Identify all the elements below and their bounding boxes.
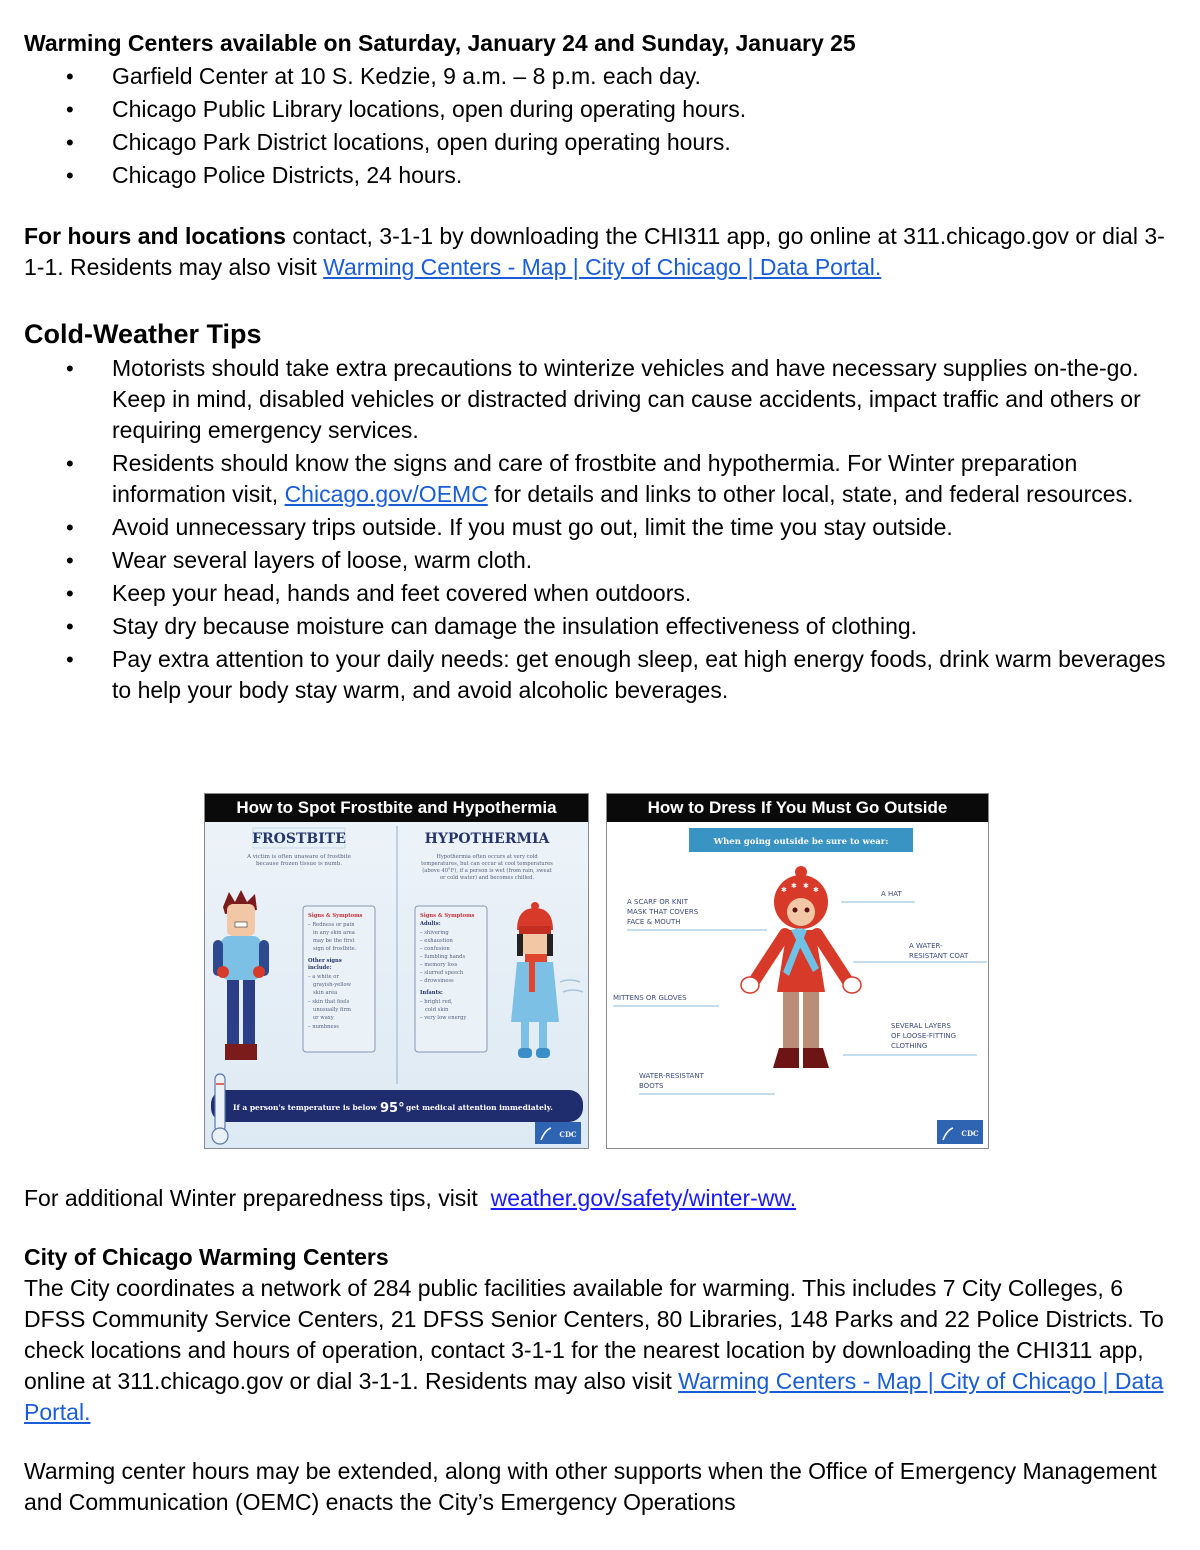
coat-label: RESISTANT COAT xyxy=(909,952,969,960)
girl-figure-icon xyxy=(511,902,583,1058)
layers-label: CLOTHING xyxy=(891,1042,928,1050)
infographics-row xyxy=(204,793,989,1149)
frostbite-hypothermia-illustration xyxy=(205,822,588,1148)
symptom-line: – a white or xyxy=(308,974,339,980)
list-item xyxy=(24,448,1184,510)
oemc-link[interactable]: Chicago.gov/OEMC xyxy=(284,481,488,507)
symptom-line: – Redness or pain xyxy=(308,922,355,928)
symptom-line: skin area xyxy=(313,990,338,996)
list-item: • Stay dry because moisture can damage the insulation effectiveness of clothing. xyxy=(24,611,1184,642)
symptom-line: may be the first xyxy=(313,938,355,944)
scarf-label: FACE & MOUTH xyxy=(627,918,681,926)
symptom-line: – exhaustion xyxy=(420,938,453,944)
list-item: • Motorists should take extra precautions to winterize vehicles and have necessary supplies on-the-go. Keep in mind, disabled vehicles or distracted driving can cause accidents, impact traffic and others or requiring emergency services. xyxy=(24,353,1184,446)
other-signs-title: Other signs xyxy=(308,958,342,964)
hypothermia-desc-line: Hypothermia often occurs at very cold xyxy=(436,854,538,860)
frostbite-desc-line: because frozen tissue is numb. xyxy=(256,861,342,867)
mittens-label: MITTENS OR GLOVES xyxy=(613,994,687,1002)
city-warming-centers-title: City of Chicago Warming Centers xyxy=(24,1244,389,1270)
cold-weather-tips-section xyxy=(24,317,1184,706)
svg-text:✱: ✱ xyxy=(791,882,797,890)
list-item: • Wear several layers of loose, warm cloth. xyxy=(24,545,1184,576)
document-page xyxy=(24,28,1184,708)
symptom-line: – numbness xyxy=(308,1024,339,1030)
symptom-line: – skin that feels xyxy=(308,999,350,1005)
cdc-logo-text: CDC xyxy=(559,1130,577,1139)
list-item: • Keep your head, hands and feet covered when outdoors. xyxy=(24,578,1184,609)
symptom-line: – very low energy xyxy=(420,1015,467,1021)
symptom-line: in any skin area xyxy=(313,930,355,936)
additional-tips-paragraph xyxy=(24,1183,1184,1214)
symptom-line: unusually firm xyxy=(313,1007,351,1013)
svg-text:✱: ✱ xyxy=(813,886,819,894)
symptom-line: – shivering xyxy=(420,930,449,936)
bundled-child-icon xyxy=(741,866,861,1068)
frostbite-hypothermia-infographic xyxy=(204,793,589,1149)
hypothermia-symptoms-box xyxy=(415,906,487,1052)
symptom-line: – bright red, xyxy=(420,999,453,1005)
boots-label: WATER-RESISTANT xyxy=(639,1072,704,1080)
symptom-line: sign of frostbite. xyxy=(313,946,357,952)
banner-text-before: If a person's temperature is below xyxy=(233,1103,377,1112)
list-item: • Chicago Park District locations, open during operating hours. xyxy=(24,127,1184,158)
symptom-line: – drowsiness xyxy=(420,978,454,984)
how-to-dress-infographic xyxy=(606,793,989,1149)
hypothermia-desc-line: temperatures, but can occur at cool temperatures xyxy=(421,861,553,867)
city-warming-centers-paragraph xyxy=(24,1273,1184,1428)
list-item: • Chicago Public Library locations, open during operating hours. xyxy=(24,94,1184,125)
cdc-logo-icon xyxy=(937,1120,983,1144)
symptom-line: cold skin xyxy=(425,1007,449,1013)
symptoms-title: Signs & Symptoms xyxy=(308,913,363,919)
coat-label: A WATER- xyxy=(909,942,943,950)
frostbite-label: FROSTBITE xyxy=(252,831,346,847)
city-warming-centers-text: The City coordinates a network of 284 public facilities available for warming. This includes 7 City Colleges, 6 DFSS Community Service Centers, 21 DFSS Senior Centers, 80 Libraries, 148 Parks and 22 Police Districts. To check locations and hours of operation, contact 3-1-1 for the nearest location by downloading the CHI311 app, online at 311.chicago.gov or dial 3-1-1. Residents may also visit xyxy=(24,1275,1164,1394)
adults-title: Adults: xyxy=(420,921,441,927)
svg-text:✱: ✱ xyxy=(803,882,809,890)
infographic-title: How to Dress If You Must Go Outside xyxy=(607,794,988,822)
cdc-logo-text: CDC xyxy=(961,1129,979,1138)
hypothermia-label: HYPOTHERMIA xyxy=(424,831,550,847)
banner-temperature: 95° xyxy=(380,1101,405,1116)
symptom-line: – confusion xyxy=(420,946,450,952)
hypothermia-desc-line: or cold water) and becomes chilled. xyxy=(439,875,535,881)
extended-hours-paragraph: Warming center hours may be extended, along with other supports when the Office of Emergency Management and Communication (OEMC) enacts the City’s Emergency Operations xyxy=(24,1458,1157,1515)
hypothermia-desc-line: (above 40°F), if a person is wet (from rain, sweat xyxy=(422,868,552,874)
banner-text-after: get medical attention immediately. xyxy=(406,1103,553,1112)
other-signs-title: include: xyxy=(308,965,332,971)
warming-centers-map-link[interactable]: Warming Centers - Map | City of Chicago | Data Portal. xyxy=(24,1368,1164,1425)
dress-subtitle: When going outside be sure to wear: xyxy=(713,837,889,847)
infographic-title: How to Spot Frostbite and Hypothermia xyxy=(205,794,588,822)
scarf-label: MASK THAT COVERS xyxy=(627,908,699,916)
additional-tips-text: For additional Winter preparedness tips, visit xyxy=(24,1185,491,1211)
hours-locations-paragraph xyxy=(24,221,1184,283)
hours-locations-text: contact, 3-1-1 by downloading the CHI311 app, go online at 311.chicago.gov or dial 3-1-1. Residents may also visit xyxy=(24,223,1165,280)
weekend-warming-section xyxy=(24,28,1184,191)
list-item: • Pay extra attention to your daily needs: get enough sleep, eat high energy foods, drink warm beverages to help your body stay warm, and avoid alcoholic beverages. xyxy=(24,644,1184,706)
symptom-line: – slurred speech xyxy=(420,970,464,976)
hat-label: A HAT xyxy=(881,890,902,898)
weekend-warming-list xyxy=(24,61,1184,191)
boy-figure-icon xyxy=(213,890,269,1060)
frostbite-desc-line: A victim is often unaware of frostbite xyxy=(247,854,351,860)
symptom-line: or waxy xyxy=(313,1015,334,1021)
boots-label: BOOTS xyxy=(639,1082,664,1090)
infants-title: Infants: xyxy=(420,990,443,996)
weather-gov-link[interactable]: weather.gov/safety/winter-ww. xyxy=(490,1185,797,1211)
cdc-logo-icon xyxy=(535,1122,581,1144)
symptom-line: grayish-yellow xyxy=(313,982,352,988)
list-item: • Chicago Police Districts, 24 hours. xyxy=(24,160,1184,191)
scarf-label: A SCARF OR KNIT xyxy=(627,898,689,906)
list-item: • Garfield Center at 10 S. Kedzie, 9 a.m. – 8 p.m. each day. xyxy=(24,61,1184,92)
weekend-warming-title: Warming Centers available on Saturday, January 24 and Sunday, January 25 xyxy=(24,30,856,56)
layers-label: SEVERAL LAYERS xyxy=(891,1022,951,1030)
lower-content xyxy=(24,1183,1184,1518)
symptom-line: – memory loss xyxy=(420,962,458,968)
warming-centers-map-link[interactable]: Warming Centers - Map | City of Chicago | Data Portal. xyxy=(323,254,882,280)
hours-locations-lead: For hours and locations xyxy=(24,223,286,249)
cold-weather-tips-list xyxy=(24,353,1184,706)
tip-text: Residents should know the signs and care of frostbite and hypothermia. For Winter preparation information visit, xyxy=(112,450,1078,507)
cold-weather-tips-title: Cold-Weather Tips xyxy=(24,319,262,349)
svg-text:✱: ✱ xyxy=(781,886,787,894)
list-item: • Avoid unnecessary trips outside. If you must go out, limit the time you stay outside. xyxy=(24,512,1184,543)
frostbite-symptoms-box xyxy=(303,906,375,1052)
symptoms-title: Signs & Symptoms xyxy=(420,913,475,919)
tip-text: for details and links to other local, state, and federal resources. xyxy=(487,481,1134,507)
how-to-dress-illustration xyxy=(607,822,988,1148)
symptom-line: – fumbling hands xyxy=(420,954,466,960)
layers-label: OF LOOSE-FITTING xyxy=(891,1032,957,1040)
